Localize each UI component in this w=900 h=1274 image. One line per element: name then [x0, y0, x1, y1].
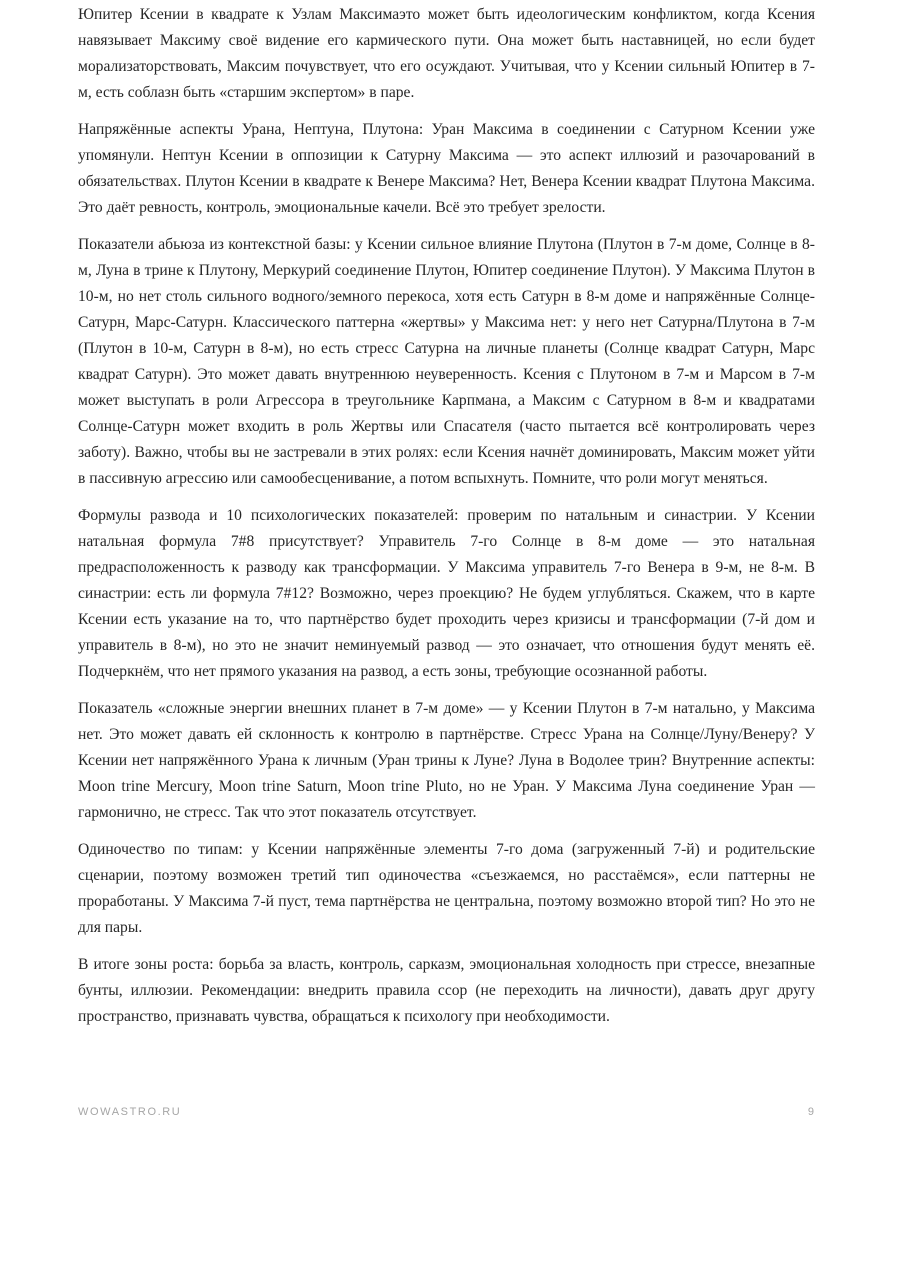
- page-number: 9: [807, 1106, 814, 1118]
- footer-site-name: WOWASTRO.RU: [78, 1106, 182, 1118]
- paragraph: Юпитер Ксении в квадрате к Узлам Максимаэто может быть идеологическим конфликтом, когда Ксения навязывает Максиму своё видение его кармического пути. Она может быть наставницей, но если будет морализаторствовать, Максим почувствует, что его осуждают. Учитывая, что у Ксении сильный Юпитер в 7-м, есть соблазн быть «старшим экспертом» в паре.: [78, 6, 815, 101]
- paragraph: Показатель «сложные энергии внешних планет в 7-м доме» — у Ксении Плутон в 7-м натально, у Максима нет. Это может давать ей склонность к контролю в партнёрстве. Стресс Урана на Солнце/Луну/Венеру? У Ксении нет напряжённого Урана к личным (Уран трины к Луне? Луна в Водолее трин? Внутренние аспекты: Moon trine Mercury, Moon trine Saturn, Moon trine Pluto, но не Уран. У Максима Луна соединение Уран — гармонично, не стресс. Так что этот показатель отсутствует.: [78, 700, 815, 821]
- paragraph: Показатели абьюза из контекстной базы: у Ксении сильное влияние Плутона (Плутон в 7-м доме, Солнце в 8-м, Луна в трине к Плутону, Меркурий соединение Плутон, Юпитер соединение Плутон). У Максима Плутон в 10-м, но нет столь сильного водного/земного перекоса, хотя есть Сатурн в 8-м доме и напряжённые Солнце-Сатурн, Марс-Сатурн. Классического паттерна «жертвы» у Максима нет: у него нет Сатурна/Плутона в 7-м (Плутон в 10-м, Сатурн в 8-м), но есть стресс Сатурна на личные планеты (Солнце квадрат Сатурн, Марс квадрат Сатурн). Это может давать внутреннюю неуверенность. Ксения с Плутоном в 7-м и Марсом в 7-м может выступать в роли Агрессора в треугольнике Карпмана, а Максим с Сатурном в 8-м и квадратами Солнце-Сатурн может входить в роль Жертвы или Спасателя (часто пытается всё контролировать через заботу). Важно, чтобы вы не застревали в этих ролях: если Ксения начнёт доминировать, Максим может уйти в пассивную агрессию или самообесценивание, а потом вспыхнуть. Помните, что роли могут меняться.: [78, 236, 815, 487]
- paragraph: Формулы развода и 10 психологических показателей: проверим по натальным и синастрии. У Ксении натальная формула 7#8 присутствует? Управитель 7-го Солнце в 8-м доме — это натальная предрасположенность к разводу как трансформации. У Максима управитель 7-го Венера в 9-м, не 8-м. В синастрии: есть ли формула 7#12? Возможно, через проекцию? Не будем углубляться. Скажем, что в карте Ксении есть указание на то, что партнёрство будет проходить через кризисы и трансформации (7-й дом и управитель в 8-м), но это не значит неминуемый развод — это означает, что отношения будут менять её. Подчеркнём, что нет прямого указания на развод, а есть зоны, требующие осознанной работы.: [78, 507, 815, 680]
- page-footer: [78, 1106, 814, 1122]
- paragraph: Одиночество по типам: у Ксении напряжённые элементы 7-го дома (загруженный 7-й) и родительские сценарии, поэтому возможен третий тип одиночества «съезжаемся, но расстаёмся», если паттерны не проработаны. У Максима 7-й пуст, тема партнёрства не центральна, поэтому возможно второй тип? Но это не для пары.: [78, 841, 815, 936]
- paragraph: В итоге зоны роста: борьба за власть, контроль, сарказм, эмоциональная холодность при стрессе, внезапные бунты, иллюзии. Рекомендации: внедрить правила ссор (не переходить на личности), давать друг другу пространство, признавать чувства, обращаться к психологу при необходимости.: [78, 956, 815, 1025]
- paragraph: Напряжённые аспекты Урана, Нептуна, Плутона: Уран Максима в соединении с Сатурном Ксении уже упомянули. Нептун Ксении в оппозиции к Сатурну Максима — это аспект иллюзий и разочарований в обязательствах. Плутон Ксении в квадрате к Венере Максима? Нет, Венера Ксении квадрат Плутона Максима. Это даёт ревность, контроль, эмоциональные качели. Всё это требует зрелости.: [78, 121, 815, 216]
- document-body: [78, 0, 815, 1041]
